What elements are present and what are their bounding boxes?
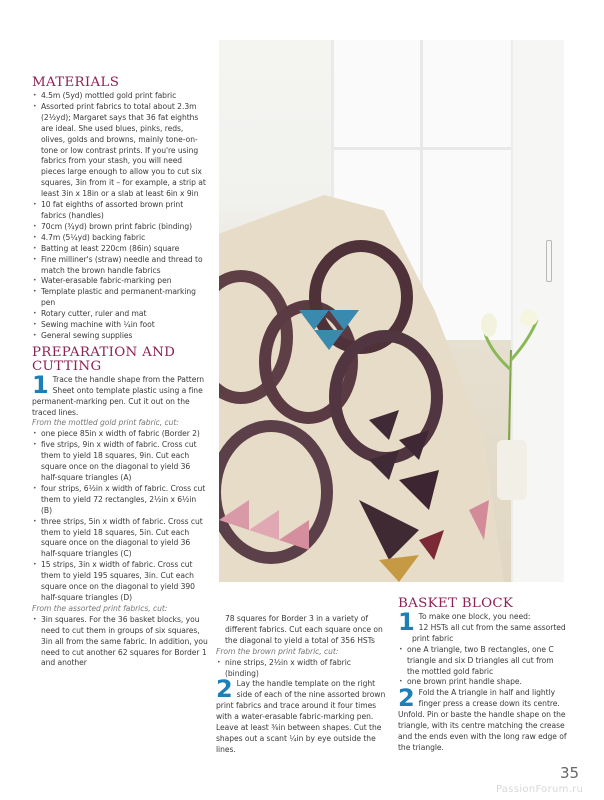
list-item: • 70cm (¾yd) brown print fabric (binding)	[32, 222, 208, 233]
list-item: • one piece 85in x width of fabric (Border 2)	[32, 429, 208, 440]
basket-step-2	[398, 684, 568, 753]
list-item: • Rotary cutter, ruler and mat	[32, 309, 208, 320]
preparation-heading: PREPARATION AND CUTTING	[32, 344, 176, 374]
step-number: 1	[32, 370, 49, 399]
middle-column	[216, 614, 386, 756]
basket-components-list	[398, 623, 568, 688]
list-item: • General sewing supplies	[32, 331, 208, 342]
list-item: • 4.5m (5yd) mottled gold print fabric	[32, 91, 208, 102]
page-number: 35	[560, 764, 580, 782]
list-item: • 10 fat eighths of assorted brown print fabrics (handles)	[32, 200, 208, 222]
list-item: • Fine milliner's (straw) needle and thread to match the brown handle fabrics	[32, 255, 208, 277]
prep-step-1	[32, 370, 208, 419]
list-item: • Sewing machine with ¼in foot	[32, 320, 208, 331]
right-column	[398, 597, 568, 754]
list-item: • five strips, 9in x width of fabric. Cross cut them to yield 18 squares, 9in. Cut each square once on the diagonal to yield 36 half-square triangles (A)	[32, 440, 208, 484]
assorted-cut-list	[32, 615, 208, 670]
brown-cut-list	[216, 658, 386, 680]
window-mullion	[334, 147, 514, 150]
quilt-triangles	[219, 270, 564, 582]
list-item: • 3in squares. For the 36 basket blocks, you need to cut them in groups of six squares, 3in all from the same fabric. In addition, you need to cut another 62 squares for Border 1 and another	[32, 615, 208, 670]
list-item: 12 HSTs all cut from the same assorted print fabric	[412, 622, 566, 643]
quilt-photo	[219, 40, 564, 582]
list-item: • Assorted print fabrics to total about 2.3m (2½yd); Margaret says that 36 fat eighths are ideal. She used blues, pinks, reds, olives, golds and browns, mainly tone-on-tone or low contrast prints. If you're using fabrics from your stash, you will need pieces large enough to allow you to cut six squares, 3in from it – for example, a strip at least 3in x 18in or a slab at least 6in x 9in	[32, 102, 208, 200]
step-number: 1	[398, 608, 415, 636]
list-item: • nine strips, 2½in x width of fabric (binding)	[216, 658, 386, 680]
list-item: • Template plastic and permanent-marking pen	[32, 287, 208, 309]
list-item: • one A triangle, two B rectangles, one C triangle and six D triangles all cut from the mottled gold fabric	[398, 645, 568, 678]
left-column	[32, 76, 208, 669]
step-text: Trace the handle shape from the Pattern Sheet onto template plastic using a fine permanent-marking pen. Cut it out on the traced lines.	[32, 374, 205, 417]
list-item: • one brown print handle shape.	[398, 677, 568, 688]
subheading-assorted: From the assorted print fabrics, cut:	[32, 603, 168, 613]
step-text: Fold the A triangle in half and lightly finger press a crease down its centre. Unfold. Pin or baste the handle shape on the triangle, with its centre matching the crease and the ends even with the long raw edge of the triangle.	[398, 688, 567, 752]
gold-cut-list	[32, 429, 208, 604]
assorted-item-continued: 78 squares for Border 3 in a variety of different fabrics. Cut each square once on the diagonal to yield a total of 356 HSTs	[225, 614, 383, 645]
watermark: PassionForum.ru	[496, 784, 584, 795]
step-text: To make one block, you need:	[418, 612, 531, 621]
subheading-gold: From the mottled gold print fabric, cut:	[32, 418, 179, 428]
materials-heading: MATERIALS	[32, 75, 120, 90]
prep-step-2	[216, 675, 386, 755]
basket-block-heading: BASKET BLOCK	[398, 596, 514, 611]
subheading-brown: From the brown print fabric, cut:	[216, 646, 339, 656]
materials-list	[32, 91, 208, 342]
list-item: • Water-erasable fabric-marking pen	[32, 276, 208, 287]
step-number: 2	[398, 684, 415, 713]
step-text: Lay the handle template on the right side of each of the nine assorted brown print fabrics and trace around it four times with a water-erasable fabric-marking pen. Leave at least ⅜in between shapes. Cut the shapes out a scant ¼in by eye outside the lines.	[216, 679, 386, 754]
list-item: • four strips, 6½in x width of fabric. Cross cut them to yield 72 rectangles, 2½in x 6½in (B)	[32, 484, 208, 517]
list-item: • 4.7m (5¼yd) backing fabric	[32, 233, 208, 244]
list-item: • 15 strips, 3in x width of fabric. Cross cut them to yield 195 squares, 3in. Cut each square once on the diagonal to yield 390 half-square triangles (D)	[32, 560, 208, 604]
list-item: • three strips, 5in x width of fabric. Cross cut them to yield 18 squares, 5in. Cut each square once on the diagonal to yield 36 half-square triangles (C)	[32, 517, 208, 561]
step-number: 2	[216, 675, 233, 704]
list-item: • Batting at least 220cm (86in) square	[32, 244, 208, 255]
